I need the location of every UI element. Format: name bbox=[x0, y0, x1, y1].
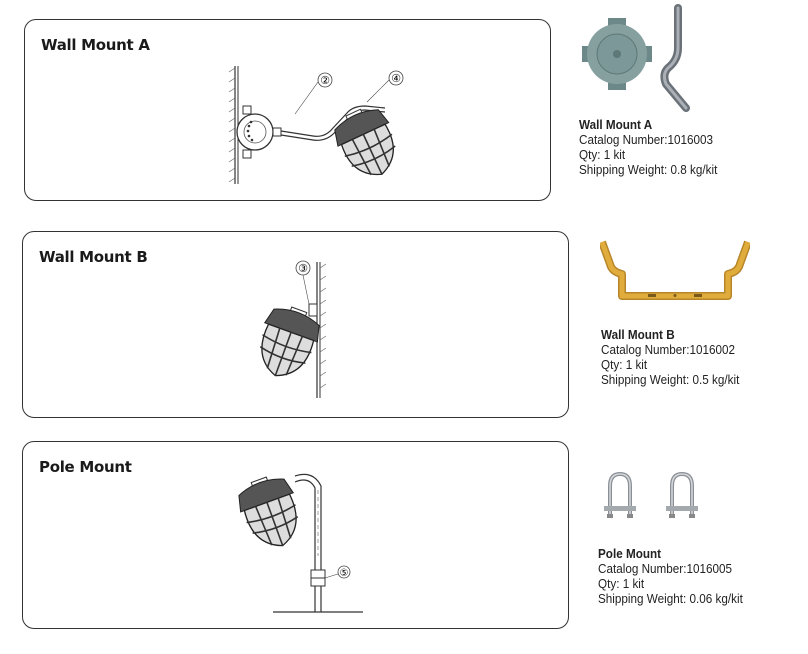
catalog-number: Catalog Number:1016002 bbox=[601, 342, 736, 357]
u-bolt-icon bbox=[666, 474, 698, 518]
callout-label: ④ bbox=[391, 72, 401, 85]
product-name: Wall Mount B bbox=[601, 327, 675, 342]
callout-label: ③ bbox=[298, 262, 308, 275]
bracket-icon bbox=[309, 304, 317, 316]
product-name: Wall Mount A bbox=[579, 117, 653, 132]
wall-mount-b-panel bbox=[22, 231, 569, 418]
callout-label: ② bbox=[320, 74, 330, 87]
panel-title: Pole Mount bbox=[39, 458, 132, 476]
pole-mount-info bbox=[598, 546, 743, 606]
shipping-weight: Shipping Weight: 0.5 kg/kit bbox=[601, 372, 740, 387]
junction-box-icon bbox=[237, 106, 281, 158]
light-fixture-icon bbox=[328, 101, 407, 186]
panel-title: Wall Mount B bbox=[39, 248, 148, 266]
u-bolt-icon bbox=[604, 474, 636, 518]
wall-mount-b-diagram bbox=[243, 254, 353, 404]
wall-mount-b-info bbox=[601, 327, 739, 387]
callout-label: ⑤ bbox=[339, 568, 349, 579]
catalog-number: Catalog Number:1016003 bbox=[579, 132, 714, 147]
wall-mount-a-panel bbox=[24, 19, 551, 201]
pole-mount-product-image bbox=[600, 470, 710, 522]
shipping-weight: Shipping Weight: 0.06 kg/kit bbox=[598, 591, 743, 606]
product-name: Pole Mount bbox=[598, 546, 662, 561]
quantity: Qty: 1 kit bbox=[598, 576, 645, 591]
bent-pipe-icon bbox=[664, 8, 686, 108]
pole-mount-diagram bbox=[213, 456, 373, 626]
wall-icon bbox=[229, 66, 238, 184]
panel-title: Wall Mount A bbox=[41, 36, 150, 54]
wall-mount-a-product-image bbox=[578, 4, 698, 114]
junction-box-icon bbox=[582, 18, 652, 90]
quantity: Qty: 1 kit bbox=[601, 357, 648, 372]
pole-mount-panel bbox=[22, 441, 569, 629]
shipping-weight: Shipping Weight: 0.8 kg/kit bbox=[579, 162, 718, 177]
u-bracket-icon bbox=[602, 242, 748, 297]
wall-mount-b-product-image bbox=[600, 234, 750, 304]
wall-mount-a-diagram bbox=[225, 58, 435, 198]
catalog-number: Catalog Number:1016005 bbox=[598, 561, 733, 576]
quantity: Qty: 1 kit bbox=[579, 147, 626, 162]
light-fixture-icon bbox=[232, 470, 309, 555]
wall-mount-a-info bbox=[579, 117, 717, 177]
